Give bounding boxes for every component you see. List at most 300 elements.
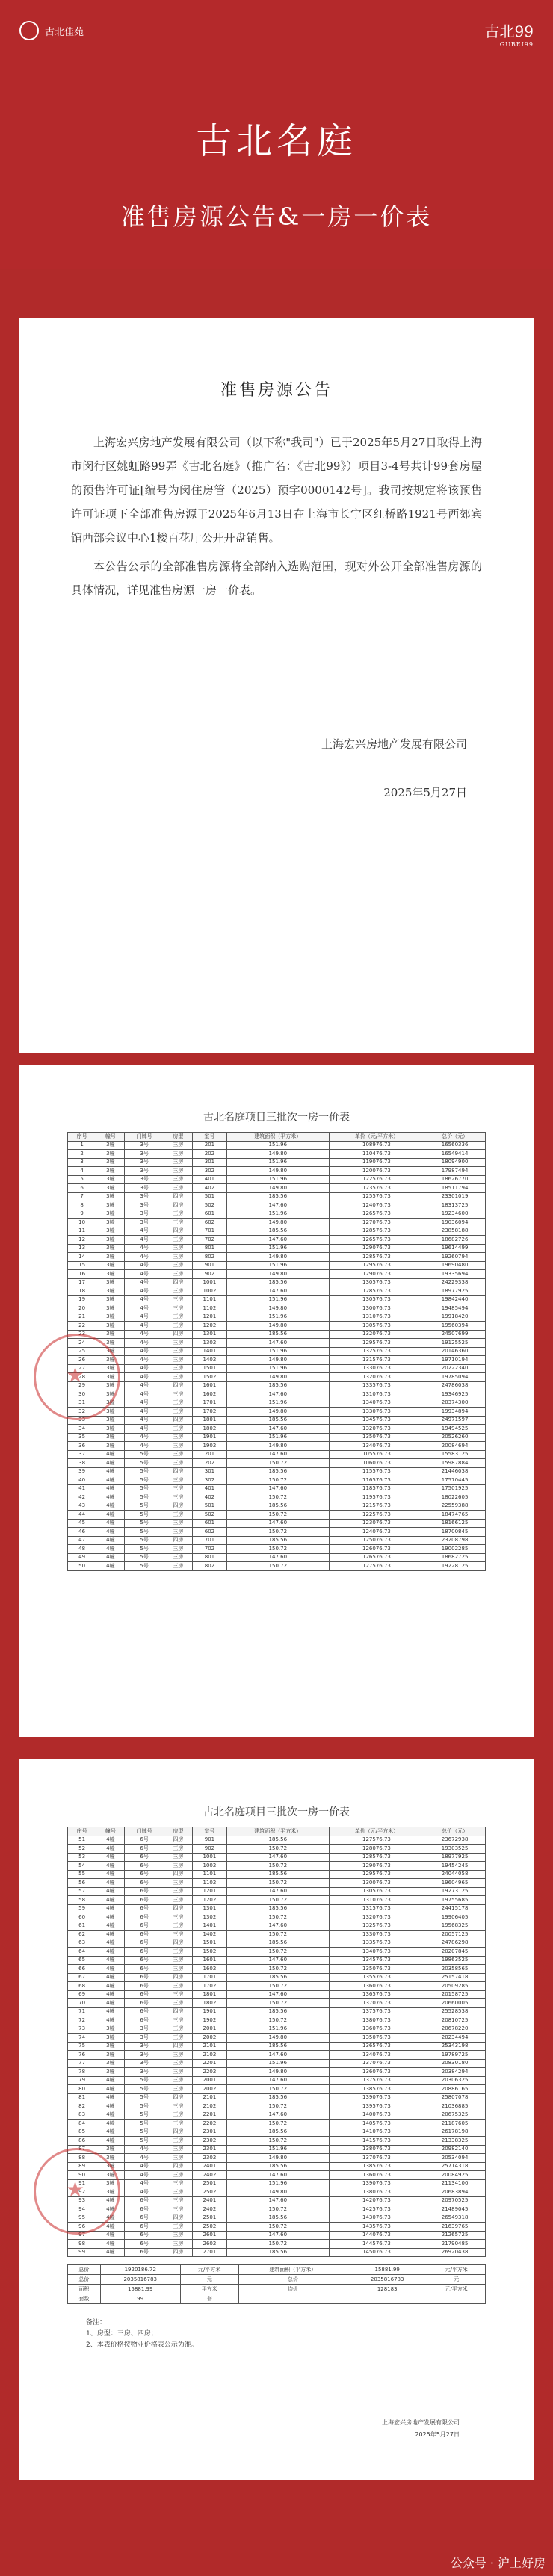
column-header: 门牌号 <box>125 1133 164 1142</box>
table-cell: 52 <box>68 1845 96 1854</box>
table-cell: 4幢 <box>96 1939 125 1948</box>
table-cell: 5号 <box>125 1484 164 1493</box>
table-cell: 19614499 <box>424 1244 486 1253</box>
table-cell: 139076.73 <box>329 2179 424 2188</box>
table-cell: 1001 <box>192 1853 226 1862</box>
table-cell: 三房 <box>164 1158 192 1167</box>
table-row <box>68 2137 486 2146</box>
table-cell: 4号 <box>125 1373 164 1382</box>
table-cell: 20526260 <box>424 1433 486 1442</box>
table-row <box>68 1982 486 1991</box>
table-row <box>68 1295 486 1304</box>
table-row <box>68 1536 486 1545</box>
table-cell: 16 <box>68 1270 96 1279</box>
table-cell: 6号 <box>125 1931 164 1939</box>
table-cell: 74 <box>68 2034 96 2043</box>
table-cell: 130576.73 <box>329 1322 424 1331</box>
table-cell: 5号 <box>125 1553 164 1562</box>
table-cell: 4幢 <box>96 1948 125 1957</box>
table-cell: 150.72 <box>226 2205 329 2214</box>
table-cell: 4幢 <box>96 1536 125 1545</box>
table-cell: 24786298 <box>424 1939 486 1948</box>
table-cell: 138076.73 <box>329 2188 424 2197</box>
summary-cell: 99 <box>100 2294 180 2304</box>
table-cell: 21265725 <box>424 2231 486 2240</box>
table-cell: 150.72 <box>226 2240 329 2249</box>
table-cell: 142076.73 <box>329 2196 424 2205</box>
table-cell: 702 <box>192 1545 226 1554</box>
table-row <box>68 1253 486 1262</box>
table-cell: 149.80 <box>226 1167 329 1176</box>
table-cell: 19454245 <box>424 1862 486 1871</box>
table-cell: 147.60 <box>226 2111 329 2120</box>
table-cell: 135076.73 <box>329 1433 424 1442</box>
table-cell: 4幢 <box>96 1922 125 1931</box>
table-cell: 3幢 <box>96 1236 125 1245</box>
table-row <box>68 1965 486 1974</box>
table-cell: 三房 <box>164 1913 192 1922</box>
column-header: 单价（元/平方米） <box>329 1827 424 1836</box>
summary-cell: 面积 <box>68 2285 101 2294</box>
table-cell: 2502 <box>192 2188 226 2197</box>
table-cell: 20306325 <box>424 2076 486 2085</box>
table-cell: 4幢 <box>96 1493 125 1502</box>
table-cell: 53 <box>68 1853 96 1862</box>
table-cell: 139576.73 <box>329 2102 424 2111</box>
table-cell: 20886165 <box>424 2085 486 2094</box>
table-cell: 1801 <box>192 1416 226 1425</box>
table-cell: 23 <box>68 1330 96 1339</box>
table-cell: 81 <box>68 2093 96 2102</box>
table-row <box>68 1862 486 1871</box>
table-cell: 三房 <box>164 1493 192 1502</box>
column-header: 序号 <box>68 1133 96 1142</box>
table-cell: 三房 <box>164 1956 192 1965</box>
summary-cell: 元/平方米 <box>180 2265 238 2275</box>
summary-cell: 2035816783 <box>347 2275 427 2285</box>
table-cell: 20 <box>68 1304 96 1313</box>
table-cell: 151.96 <box>226 1210 329 1219</box>
table-row <box>68 2111 486 2120</box>
table-cell: 4幢 <box>96 1879 125 1888</box>
table-cell: 3幢 <box>96 1227 125 1236</box>
sheet-date: 2025年5月27日 <box>415 2431 460 2438</box>
red-seal-stamp <box>34 2148 120 2235</box>
table-cell: 19036094 <box>424 1219 486 1227</box>
table-cell: 三房 <box>164 1150 192 1159</box>
table-cell: 三房 <box>164 2154 192 2163</box>
table-cell: 147.60 <box>226 1450 329 1459</box>
table-cell: 10 <box>68 1219 96 1227</box>
table-cell: 四房 <box>164 1904 192 1913</box>
table-row <box>68 1425 486 1434</box>
table-cell: 25157418 <box>424 1973 486 1982</box>
table-cell: 23301019 <box>424 1192 486 1201</box>
table-cell: 三房 <box>164 1287 192 1296</box>
table-cell: 21639765 <box>424 2223 486 2232</box>
table-row <box>68 2016 486 2025</box>
table-cell: 4号 <box>125 1390 164 1399</box>
table-cell: 3号 <box>125 2068 164 2077</box>
table-cell: 185.56 <box>226 1192 329 1201</box>
table-cell: 143576.73 <box>329 2223 424 2232</box>
column-header: 房型 <box>164 1133 192 1142</box>
table-cell: 128576.73 <box>329 1253 424 1262</box>
table-cell: 三房 <box>164 1236 192 1245</box>
table-cell: 149.80 <box>226 1270 329 1279</box>
table-cell: 42 <box>68 1493 96 1502</box>
table-cell: 86 <box>68 2137 96 2146</box>
table-cell: 151.96 <box>226 1399 329 1408</box>
table-cell: 17987494 <box>424 1167 486 1176</box>
table-cell: 902 <box>192 1270 226 1279</box>
table-cell: 23208798 <box>424 1536 486 1545</box>
table-cell: 3幢 <box>96 2154 125 2163</box>
table-cell: 19906405 <box>424 1913 486 1922</box>
table-cell: 302 <box>192 1167 226 1176</box>
table-cell: 20158725 <box>424 1990 486 1999</box>
table-cell: 37 <box>68 1450 96 1459</box>
table-cell: 5号 <box>125 1476 164 1485</box>
table-cell: 19494525 <box>424 1425 486 1434</box>
table-cell: 125576.73 <box>329 1192 424 1201</box>
table-cell: 3号 <box>125 1175 164 1184</box>
table-cell: 三房 <box>164 1879 192 1888</box>
table-cell: 4幢 <box>96 1853 125 1862</box>
table-cell: 65 <box>68 1956 96 1965</box>
table-cell: 四房 <box>164 1502 192 1511</box>
summary-cell: 建筑面积（平方米） <box>238 2265 347 2275</box>
table-cell: 136076.73 <box>329 2171 424 2180</box>
table-cell: 128576.73 <box>329 1227 424 1236</box>
table-cell: 60 <box>68 1913 96 1922</box>
table-cell: 1901 <box>192 2007 226 2016</box>
table-cell: 3幢 <box>96 1141 125 1150</box>
table-cell: 1101 <box>192 1295 226 1304</box>
table-cell: 4幢 <box>96 2085 125 2094</box>
column-header: 建筑面积（平方米） <box>226 1827 329 1836</box>
table-cell: 20084694 <box>424 1442 486 1451</box>
table-row <box>68 1879 486 1888</box>
table-cell: 98 <box>68 2240 96 2249</box>
table-cell: 三房 <box>164 1484 192 1493</box>
table-cell: 2402 <box>192 2171 226 2180</box>
table-cell: 6 <box>68 1184 96 1193</box>
table-cell: 150.72 <box>226 1965 329 1974</box>
table-cell: 1802 <box>192 1999 226 2008</box>
table-cell: 4号 <box>125 1278 164 1287</box>
summary-table <box>67 2264 486 2304</box>
table-row <box>68 1562 486 1571</box>
table-cell: 5号 <box>125 1519 164 1528</box>
table-cell: 131576.73 <box>329 1356 424 1365</box>
table-cell: 49 <box>68 1553 96 1562</box>
table-row <box>68 1201 486 1210</box>
table-cell: 134576.73 <box>329 1416 424 1425</box>
table-cell: 三房 <box>164 2240 192 2249</box>
table-cell: 6号 <box>125 2248 164 2257</box>
table-cell: 3幢 <box>96 1167 125 1176</box>
table-cell: 6号 <box>125 2016 164 2025</box>
table-cell: 21 <box>68 1313 96 1322</box>
table-cell: 3幢 <box>96 2042 125 2051</box>
price-table-1 <box>67 1132 486 1571</box>
table-cell: 26920438 <box>424 2248 486 2257</box>
table-cell: 三房 <box>164 1476 192 1485</box>
table-cell: 三房 <box>164 1999 192 2008</box>
table-cell: 24 <box>68 1339 96 1348</box>
table-cell: 1302 <box>192 1339 226 1348</box>
table-cell: 134076.73 <box>329 1442 424 1451</box>
table-cell: 4号 <box>125 1236 164 1245</box>
table-cell: 133576.73 <box>329 1381 424 1390</box>
table-cell: 1801 <box>192 1990 226 1999</box>
table-row <box>68 2240 486 2249</box>
table-cell: 3号 <box>125 1184 164 1193</box>
table-cell: 20660005 <box>424 1999 486 2008</box>
table-cell: 4幢 <box>96 2196 125 2205</box>
table-cell: 3号 <box>125 1201 164 1210</box>
table-cell: 4幢 <box>96 1484 125 1493</box>
table-cell: 151.96 <box>226 1433 329 1442</box>
table-row <box>68 1141 486 1150</box>
table-cell: 四房 <box>164 1330 192 1339</box>
table-cell: 151.96 <box>226 1244 329 1253</box>
table-cell: 150.72 <box>226 1528 329 1537</box>
table-cell: 118576.73 <box>329 1484 424 1493</box>
table-cell: 501 <box>192 1192 226 1201</box>
table-cell: 2602 <box>192 2240 226 2249</box>
table-cell: 3幢 <box>96 1192 125 1201</box>
table-cell: 142576.73 <box>329 2205 424 2214</box>
table-cell: 四房 <box>164 1381 192 1390</box>
table-cell: 6号 <box>125 2240 164 2249</box>
table-cell: 4幢 <box>96 1836 125 1845</box>
table-row <box>68 1433 486 1442</box>
table-cell: 5号 <box>125 2111 164 2120</box>
table-cell: 4号 <box>125 1244 164 1253</box>
table-cell: 18094900 <box>424 1158 486 1167</box>
table-cell: 24971597 <box>424 1416 486 1425</box>
table-cell: 2601 <box>192 2231 226 2240</box>
table-row <box>68 1870 486 1879</box>
table-cell: 4幢 <box>96 2128 125 2137</box>
table-cell: 127076.73 <box>329 1219 424 1227</box>
table-cell: 20683894 <box>424 2188 486 2197</box>
table-cell: 1701 <box>192 1399 226 1408</box>
notice-card <box>19 318 534 1053</box>
table-cell: 147.60 <box>226 2076 329 2085</box>
summary-cell: 2035816783 <box>100 2275 180 2285</box>
page-title: 古北名庭 <box>195 120 357 162</box>
table-cell: 147.60 <box>226 1390 329 1399</box>
table-cell: 3幢 <box>96 2188 125 2197</box>
table-cell: 3幢 <box>96 1210 125 1219</box>
table-cell: 5号 <box>125 2137 164 2146</box>
table-cell: 3幢 <box>96 1304 125 1313</box>
table-cell: 144576.73 <box>329 2240 424 2249</box>
table-cell: 19604965 <box>424 1879 486 1888</box>
table-cell: 6号 <box>125 2007 164 2016</box>
table-cell: 三房 <box>164 1356 192 1365</box>
table-cell: 4号 <box>125 2162 164 2171</box>
table-cell: 105576.73 <box>329 1450 424 1459</box>
table-cell: 83 <box>68 2111 96 2120</box>
price-sheet-1 <box>19 1065 534 1737</box>
summary-cell: 总价 <box>68 2265 101 2275</box>
table-cell: 185.56 <box>226 1381 329 1390</box>
table-row <box>68 2205 486 2214</box>
brand-left-text: 古北佳苑 <box>45 25 84 37</box>
table-cell: 3号 <box>125 1167 164 1176</box>
table-cell: 18977925 <box>424 1853 486 1862</box>
table-cell: 4幢 <box>96 1528 125 1537</box>
table-cell: 33 <box>68 1416 96 1425</box>
table-cell: 137076.73 <box>329 2059 424 2068</box>
table-cell: 132576.73 <box>329 1922 424 1931</box>
table-cell: 3号 <box>125 1219 164 1227</box>
table-cell: 131076.73 <box>329 1390 424 1399</box>
table-cell: 三房 <box>164 1425 192 1434</box>
table-row <box>68 1836 486 1845</box>
table-cell: 140576.73 <box>329 2120 424 2128</box>
table-cell: 19755685 <box>424 1896 486 1905</box>
table-cell: 130576.73 <box>329 1278 424 1287</box>
table-cell: 110476.73 <box>329 1150 424 1159</box>
table-cell: 三房 <box>164 2179 192 2188</box>
summary-cell <box>427 2294 486 2304</box>
table-cell: 131076.73 <box>329 1313 424 1322</box>
column-header: 室号 <box>192 1827 226 1836</box>
table-cell: 19485494 <box>424 1304 486 1313</box>
table-row <box>68 2093 486 2102</box>
table-cell: 147.60 <box>226 1519 329 1528</box>
notice-date: 2025年5月27日 <box>383 786 467 799</box>
table-cell: 四房 <box>164 1536 192 1545</box>
table-row <box>68 1553 486 1562</box>
table-cell: 1202 <box>192 1322 226 1331</box>
table-cell: 6号 <box>125 2196 164 2205</box>
table-cell: 18511794 <box>424 1184 486 1193</box>
table-cell: 1501 <box>192 1939 226 1948</box>
table-cell: 701 <box>192 1227 226 1236</box>
table-cell: 4幢 <box>96 1467 125 1476</box>
table-row <box>68 1373 486 1382</box>
table-cell: 4幢 <box>96 1904 125 1913</box>
table-cell: 73 <box>68 2025 96 2034</box>
table-cell: 18977925 <box>424 1287 486 1296</box>
table-cell: 三房 <box>164 2016 192 2025</box>
table-cell: 三房 <box>164 1965 192 1974</box>
table-row <box>68 1511 486 1520</box>
table-row <box>68 2102 486 2111</box>
table-cell: 150.72 <box>226 1896 329 1905</box>
summary-cell <box>238 2294 347 2304</box>
table-cell: 三房 <box>164 1922 192 1931</box>
table-cell: 3幢 <box>96 1150 125 1159</box>
table-cell: 三房 <box>164 2205 192 2214</box>
table-cell: 58 <box>68 1896 96 1905</box>
table-cell: 4号 <box>125 1304 164 1313</box>
table-row <box>68 1175 486 1184</box>
table-cell: 四房 <box>164 1870 192 1879</box>
table-cell: 3号 <box>125 2042 164 2051</box>
table-cell: 三房 <box>164 2145 192 2154</box>
table-cell: 71 <box>68 2007 96 2016</box>
table-cell: 601 <box>192 1519 226 1528</box>
table-cell: 3 <box>68 1158 96 1167</box>
table-row <box>68 1381 486 1390</box>
table-cell: 三房 <box>164 1244 192 1253</box>
table-row <box>68 1990 486 1999</box>
column-header: 总价（元） <box>424 1133 486 1142</box>
table-cell: 4号 <box>125 1330 164 1339</box>
table-cell: 四房 <box>164 1227 192 1236</box>
table-cell: 38 <box>68 1459 96 1468</box>
table-cell: 69 <box>68 1990 96 1999</box>
table-cell: 59 <box>68 1904 96 1913</box>
table-cell: 4幢 <box>96 2016 125 2025</box>
table-body <box>68 1836 486 2257</box>
table-cell: 四房 <box>164 1939 192 1948</box>
table-cell: 4号 <box>125 1347 164 1356</box>
table-cell: 4幢 <box>96 2093 125 2102</box>
table-cell: 4号 <box>125 2188 164 2197</box>
table-cell: 16549414 <box>424 1150 486 1159</box>
table-row <box>68 1364 486 1373</box>
table-cell: 25807078 <box>424 2093 486 2102</box>
table-cell: 185.56 <box>226 2248 329 2257</box>
table-cell: 150.72 <box>226 1562 329 1571</box>
table-cell: 6号 <box>125 1922 164 1931</box>
table-cell: 150.72 <box>226 1999 329 2008</box>
table-cell: 3幢 <box>96 1373 125 1382</box>
table-cell: 4幢 <box>96 1887 125 1896</box>
table-cell: 3幢 <box>96 2068 125 2077</box>
table-cell: 2401 <box>192 2196 226 2205</box>
table-cell: 四房 <box>164 2042 192 2051</box>
table-cell: 4号 <box>125 1322 164 1331</box>
table-cell: 132076.73 <box>329 1330 424 1339</box>
table-cell: 137076.73 <box>329 1999 424 2008</box>
table-cell: 3幢 <box>96 1201 125 1210</box>
table-cell: 127576.73 <box>329 1562 424 1571</box>
table-cell: 116576.73 <box>329 1476 424 1485</box>
table-cell: 61 <box>68 1922 96 1931</box>
table-row <box>68 1845 486 1854</box>
table-cell: 四房 <box>164 1192 192 1201</box>
table-cell: 4幢 <box>96 1545 125 1554</box>
table-row <box>68 1973 486 1982</box>
table-row <box>68 1304 486 1313</box>
brand-right-sub: GUBEI99 <box>499 41 534 48</box>
summary-row <box>68 2275 486 2285</box>
table-cell: 151.96 <box>226 1313 329 1322</box>
table-cell: 4号 <box>125 1364 164 1373</box>
summary-cell: 元 <box>180 2275 238 2285</box>
table-cell: 147.60 <box>226 1425 329 1434</box>
table-cell: 96 <box>68 2223 96 2232</box>
table-cell: 185.56 <box>226 2007 329 2016</box>
table-cell: 1702 <box>192 1982 226 1991</box>
table-row <box>68 1339 486 1348</box>
table-cell: 6号 <box>125 2214 164 2223</box>
table-cell: 3幢 <box>96 2034 125 2043</box>
table-cell: 46 <box>68 1528 96 1537</box>
table-cell: 138076.73 <box>329 2016 424 2025</box>
table-cell: 36 <box>68 1442 96 1451</box>
table-cell: 四房 <box>164 1836 192 1845</box>
